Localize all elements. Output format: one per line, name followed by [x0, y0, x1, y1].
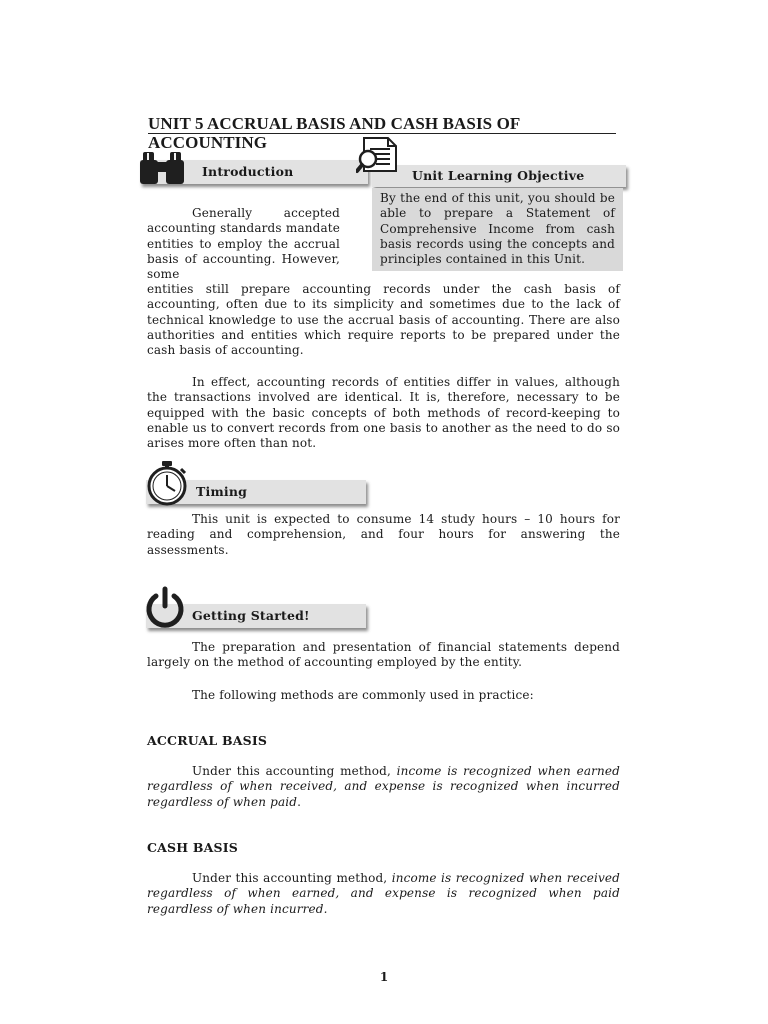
accrual-paragraph — [147, 764, 620, 810]
cash-body — [147, 871, 620, 917]
document-magnifier-icon — [356, 135, 402, 175]
objective-box — [372, 188, 623, 271]
getting-started-paragraph-1: The preparation and presentation of financial statements depend largely on the method of accounting employed by the entity. — [147, 640, 620, 670]
intro-paragraph-start: Generally accepted accounting standards mandate entities to employ the accrual basis of accounting. However, some — [147, 206, 340, 282]
intro-body — [147, 282, 620, 358]
accrual-heading: ACCRUAL BASIS — [147, 733, 268, 748]
objective-text: By the end of this unit, you should be able to prepare a Statement of Comprehensive Income from cash basis records using the concepts and principles contained in this Unit. — [380, 191, 615, 267]
cash-heading: CASH BASIS — [147, 840, 239, 855]
getting-started-body — [147, 640, 620, 671]
objective-banner — [372, 165, 626, 187]
intro-column — [147, 206, 340, 282]
stopwatch-icon — [144, 460, 190, 506]
timing-heading: Timing — [196, 484, 248, 499]
getting-started-paragraph-2: The following methods are commonly used in practice: — [192, 688, 534, 702]
cash-paragraph — [147, 871, 620, 917]
power-icon — [142, 586, 188, 630]
intro-paragraph-continued: entities still prepare accounting records under the cash basis of accounting, often due to its simplicity and sometimes due to the lack of technical knowledge to use the accrual basis of accounting. There are also authorities and entities which require reports to be prepared under the cash basis of accounting. — [147, 282, 620, 358]
binoculars-icon — [138, 150, 188, 186]
accrual-definition: income is recognized when earned regardless of when received, and expense is recognized when incurred regardless of when paid — [147, 764, 620, 809]
getting-started-heading: Getting Started! — [192, 608, 310, 623]
accrual-body — [147, 764, 620, 810]
title-underline — [148, 133, 616, 134]
page-number: 1 — [379, 970, 389, 984]
page-title: UNIT 5 ACCRUAL BASIS AND CASH BASIS OF ACCOUNTING — [148, 114, 520, 152]
objective-heading: Unit Learning Objective — [412, 168, 585, 183]
getting-started-body-2 — [147, 688, 620, 703]
accrual-tail: . — [297, 794, 302, 809]
cash-lead: Under this accounting method, — [192, 871, 392, 885]
intro-paragraph-2: In effect, accounting records of entities differ in values, although the transactions involved are identical. It is, therefore, necessary to be equipped with the basic concepts of both methods of record-keeping to enable us to convert records from one basis to another as the need to do so arises more often than not. — [147, 375, 620, 451]
cash-definition: income is recognized when received regardless of when earned, and expense is recognized when paid regardless of when incurred. — [147, 871, 621, 916]
timing-body — [147, 512, 620, 558]
introduction-heading: Introduction — [202, 164, 294, 179]
timing-text: This unit is expected to consume 14 study hours – 10 hours for reading and comprehension, and four hours for answering the assessments. — [147, 512, 620, 557]
intro-body-2 — [147, 375, 620, 451]
accrual-lead: Under this accounting method, — [192, 764, 397, 778]
